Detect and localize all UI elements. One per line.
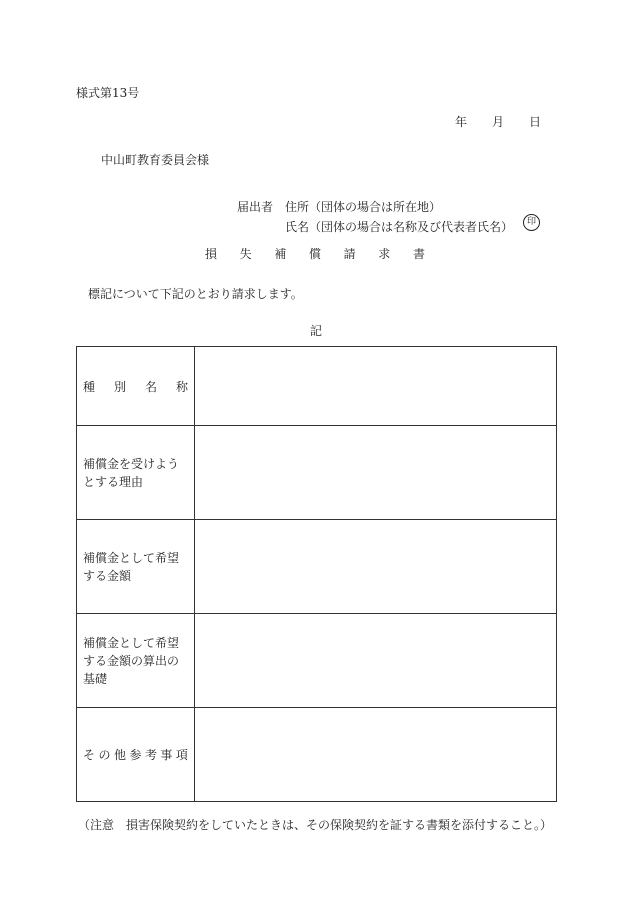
- title-char: 損: [205, 247, 218, 261]
- table-row: [77, 614, 557, 708]
- name-label: 氏名（団体の場合は名称及び代表者氏名）: [285, 220, 514, 234]
- label-char: 参: [129, 748, 142, 762]
- title-char: 求: [378, 247, 391, 261]
- label-char: 称: [175, 379, 188, 394]
- calculation-basis-label: 補償金として希望する金額の算出の基礎: [77, 614, 195, 708]
- label-char: そ: [83, 748, 96, 762]
- addressee: 中山町教育委員会様: [101, 153, 210, 167]
- table-row: [77, 347, 557, 426]
- date-day-label: 日: [529, 115, 542, 129]
- reason-label: 補償金を受けようとする理由: [77, 426, 195, 520]
- intro-text: 標記について下記のとおり請求します。: [88, 287, 303, 301]
- other-notes-field[interactable]: [195, 708, 557, 802]
- label-char: 種: [83, 379, 96, 394]
- seal-mark: 印: [523, 214, 540, 231]
- reason-field[interactable]: [195, 426, 557, 520]
- document-title: [205, 245, 425, 262]
- label-char: 項: [175, 748, 188, 762]
- title-char: 補: [274, 247, 287, 261]
- label-char: 別: [113, 379, 126, 394]
- calculation-basis-field[interactable]: [195, 614, 557, 708]
- applicant-label: 届出者: [237, 200, 274, 214]
- title-char: 書: [412, 247, 425, 261]
- title-char: 償: [308, 247, 321, 261]
- desired-amount-label: 補償金として希望する金額: [77, 520, 195, 614]
- type-name-field[interactable]: [195, 347, 557, 426]
- date-year-label: 年: [455, 115, 468, 129]
- title-char: 請: [343, 247, 356, 261]
- label-char: 他: [113, 748, 126, 762]
- title-char: 失: [239, 247, 252, 261]
- type-name-label: [77, 347, 195, 426]
- date-month-label: 月: [492, 115, 505, 129]
- other-notes-label: [77, 708, 195, 802]
- label-char: 事: [160, 748, 173, 762]
- label-char: 名: [144, 379, 157, 394]
- ki-heading: 記: [310, 324, 323, 338]
- desired-amount-field[interactable]: [195, 520, 557, 614]
- table-row: [77, 708, 557, 802]
- claim-table: [76, 346, 557, 802]
- label-char: の: [98, 748, 111, 762]
- table-row: [77, 426, 557, 520]
- note-text: （注意 損害保険契約をしていたときは、その保険契約を証する書類を添付すること。）: [78, 818, 553, 832]
- table-row: [77, 520, 557, 614]
- form-number: 様式第13号: [76, 86, 140, 100]
- label-char: 考: [144, 748, 157, 762]
- address-label: 住所（団体の場合は所在地）: [285, 200, 442, 214]
